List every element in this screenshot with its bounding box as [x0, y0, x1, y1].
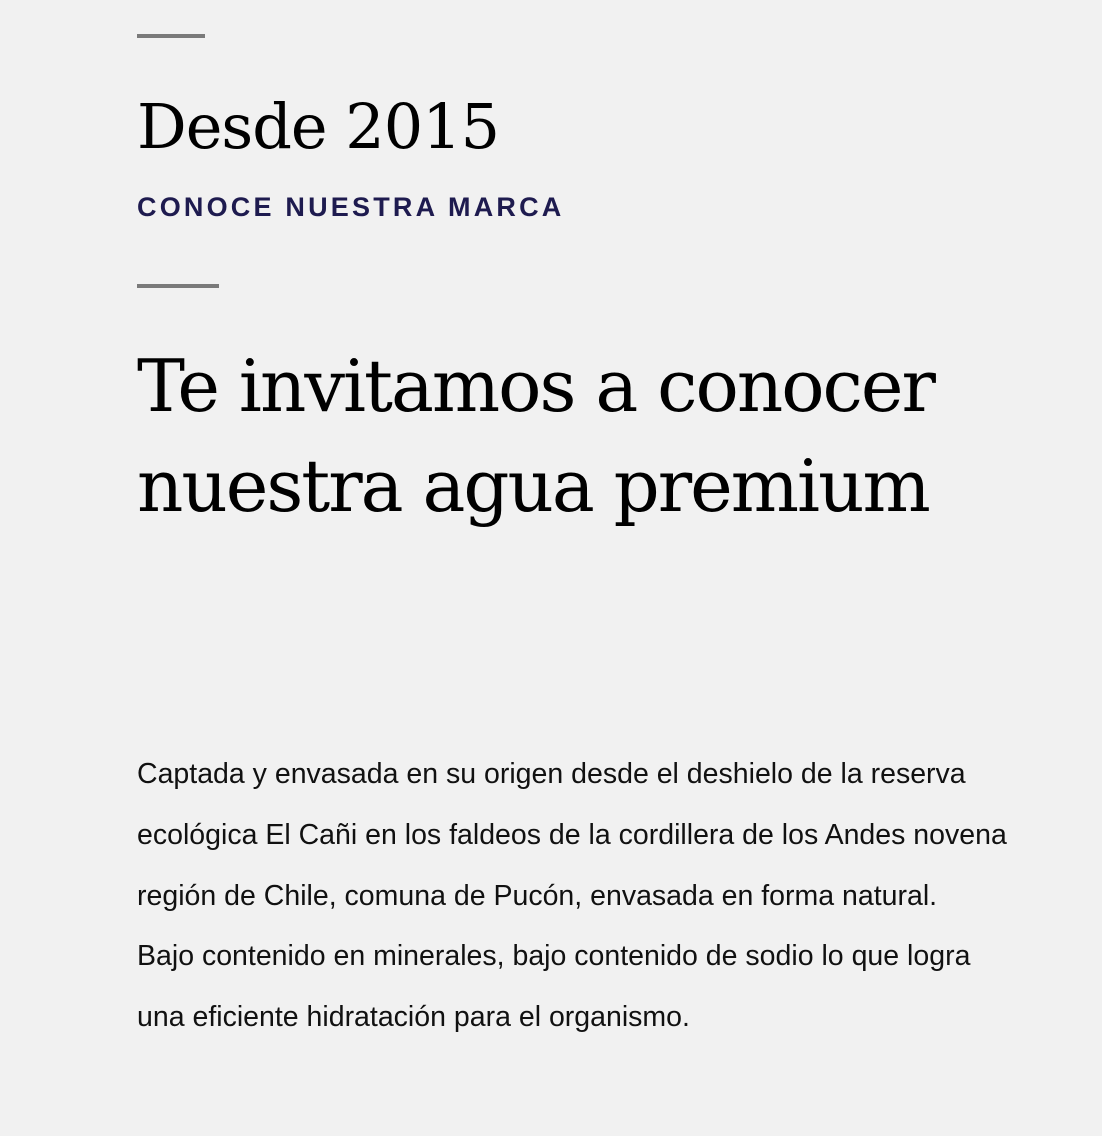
description-line: Captada y envasada en su origen desde el deshielo de la reserva	[137, 758, 966, 790]
description-line: región de Chile, comuna de Pucón, envasada en forma natural.	[137, 879, 938, 912]
middle-divider	[137, 284, 219, 288]
description-line: una eficiente hidratación para el organismo.	[137, 1001, 690, 1033]
year-heading: Desde 2015	[137, 90, 500, 163]
main-headline	[137, 336, 1067, 536]
top-divider	[137, 34, 205, 38]
brand-description	[137, 744, 1087, 1048]
brand-eyebrow: CONOCE NUESTRA MARCA	[137, 192, 565, 222]
headline-line: Te invitamos a conocer	[137, 344, 934, 428]
headline-line: nuestra agua premium	[137, 444, 929, 528]
description-line: Bajo contenido en minerales, bajo contenido de sodio lo que logra	[137, 940, 971, 973]
description-line: ecológica El Cañi en los faldeos de la cordillera de los Andes novena	[137, 818, 1007, 851]
